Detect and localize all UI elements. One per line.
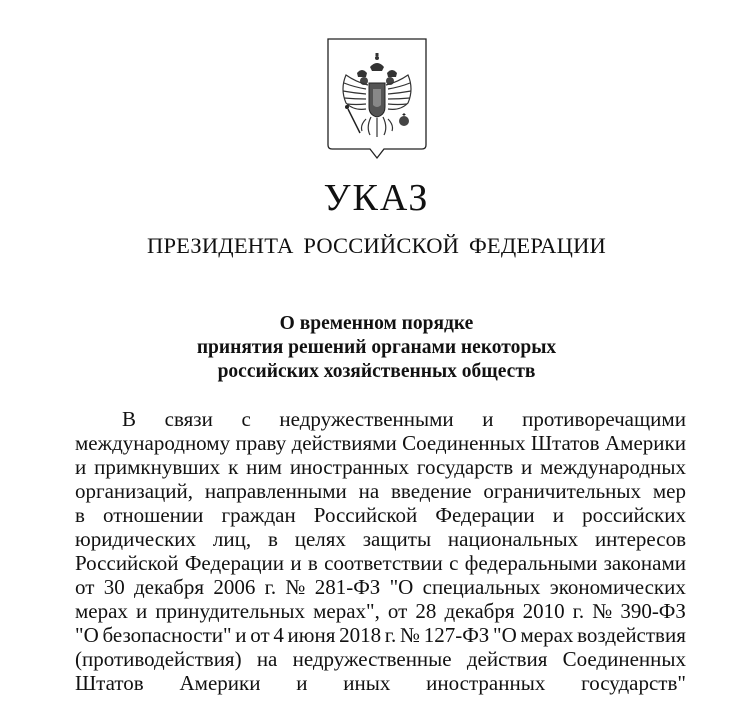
body-word: воздействия <box>577 623 686 647</box>
body-line <box>75 599 686 623</box>
body-word: от <box>75 575 95 599</box>
body-word: 281-ФЗ <box>314 575 381 599</box>
body-word: № <box>592 599 613 623</box>
body-word: и <box>521 455 533 479</box>
body-word: 2006 <box>213 575 256 599</box>
body-word: 28 <box>415 599 437 623</box>
body-word: связи <box>164 407 213 431</box>
body-line <box>75 431 686 455</box>
body-word: экономических <box>549 575 686 599</box>
body-word: примкнувших <box>94 455 221 479</box>
body-word: на <box>256 647 278 671</box>
body-word: на <box>358 479 380 503</box>
body-word: законами <box>603 551 686 575</box>
body-word: 390-ФЗ <box>620 599 686 623</box>
body-word: юридических <box>75 527 197 551</box>
body-word: 2018 <box>339 623 382 647</box>
document-subtitle: ПРЕЗИДЕНТА РОССИЙСКОЙ ФЕДЕРАЦИИ <box>147 233 606 258</box>
body-word: в <box>75 503 85 527</box>
body-word: к <box>228 455 239 479</box>
body-word: Соединенных <box>402 431 526 455</box>
heading-line: принятия решений органами некоторых <box>196 337 557 358</box>
russian-coat-of-arms-icon <box>326 37 428 161</box>
body-line <box>75 551 686 575</box>
body-line <box>75 671 686 695</box>
body-word: недружественные <box>292 647 452 671</box>
body-word: граждан <box>221 503 296 527</box>
body-line <box>75 455 686 479</box>
body-word: с <box>449 551 459 575</box>
body-word: и <box>136 599 148 623</box>
decree-heading <box>0 312 753 384</box>
body-line <box>75 503 686 527</box>
body-word: мерах", <box>313 599 380 623</box>
body-word: российских <box>582 503 686 527</box>
body-word: национальных <box>447 527 579 551</box>
body-word: Штатов <box>530 431 600 455</box>
body-word: специальных <box>422 575 541 599</box>
body-word: иностранных <box>289 455 409 479</box>
body-word: Америки <box>179 671 261 695</box>
body-word: международных <box>540 455 686 479</box>
body-word: июня <box>287 623 336 647</box>
body-word: и <box>75 455 87 479</box>
body-word: в <box>307 551 318 575</box>
body-word: мерах <box>75 599 128 623</box>
body-word: направленными <box>204 479 347 503</box>
body-word: с <box>241 407 251 431</box>
body-word: и <box>235 623 247 647</box>
body-word: г. <box>384 623 397 647</box>
heading-line: российских хозяйственных обществ <box>217 361 536 382</box>
body-word: иных <box>343 671 391 695</box>
body-word: интересов <box>594 527 686 551</box>
body-word: и <box>482 407 494 431</box>
body-line <box>75 575 686 599</box>
body-word: организаций, <box>75 479 193 503</box>
body-word: 127-ФЗ <box>423 623 490 647</box>
body-line <box>75 623 686 647</box>
body-word: мерах <box>520 623 574 647</box>
body-word: государств" <box>581 671 686 695</box>
body-word: принудительных <box>155 599 306 623</box>
body-word: недружественными <box>279 407 454 431</box>
body-word: отношении <box>103 503 204 527</box>
document-title: УКАЗ <box>323 177 430 219</box>
body-word: противоречащими <box>522 407 686 431</box>
body-word: Федерации <box>435 503 535 527</box>
body-word: Российской <box>313 503 418 527</box>
body-word: Соединенных <box>562 647 686 671</box>
body-word: лиц, <box>212 527 252 551</box>
body-word: 30 <box>103 575 125 599</box>
body-word: № <box>285 575 306 599</box>
coat-of-arms-emblem <box>326 37 428 161</box>
body-word: декабря <box>133 575 205 599</box>
body-word: г. <box>264 575 277 599</box>
body-word: (противодействия) <box>75 647 242 671</box>
body-word: международному <box>75 431 231 455</box>
body-word: "О <box>493 623 517 647</box>
body-word: от <box>387 599 408 623</box>
body-word: федеральными <box>464 551 598 575</box>
body-word: Штатов <box>75 671 144 695</box>
body-word: ним <box>246 455 282 479</box>
body-line <box>75 479 686 503</box>
body-word: № <box>399 623 421 647</box>
body-word: действиями <box>291 431 397 455</box>
body-word: и <box>296 671 308 695</box>
body-word: "О <box>75 623 99 647</box>
body-word: соответствии <box>324 551 443 575</box>
body-word: введение <box>391 479 472 503</box>
body-word: мер <box>652 479 686 503</box>
body-word: ограничительных <box>483 479 642 503</box>
heading-line: О временном порядке <box>279 313 474 334</box>
body-word: защиты <box>362 527 432 551</box>
body-word: Российской <box>75 551 179 575</box>
decree-body-text <box>75 407 686 695</box>
body-word: г. <box>572 599 585 623</box>
body-word: 4 <box>273 623 284 647</box>
body-word: действия <box>466 647 548 671</box>
body-word: Федерации <box>184 551 284 575</box>
body-word: "О <box>389 575 414 599</box>
body-word: 2010 <box>522 599 565 623</box>
body-line <box>75 407 686 431</box>
body-word: безопасности" <box>102 623 232 647</box>
body-word: от <box>250 623 270 647</box>
body-line <box>75 527 686 551</box>
body-word: праву <box>235 431 287 455</box>
body-word: государств <box>416 455 514 479</box>
body-word: Америки <box>604 431 686 455</box>
body-word: целях <box>294 527 346 551</box>
body-word: в <box>267 527 278 551</box>
body-word: и <box>290 551 302 575</box>
body-word: В <box>122 407 137 431</box>
body-word: декабря <box>444 599 515 623</box>
body-word: иностранных <box>426 671 546 695</box>
body-line <box>75 647 686 671</box>
body-word: и <box>552 503 564 527</box>
